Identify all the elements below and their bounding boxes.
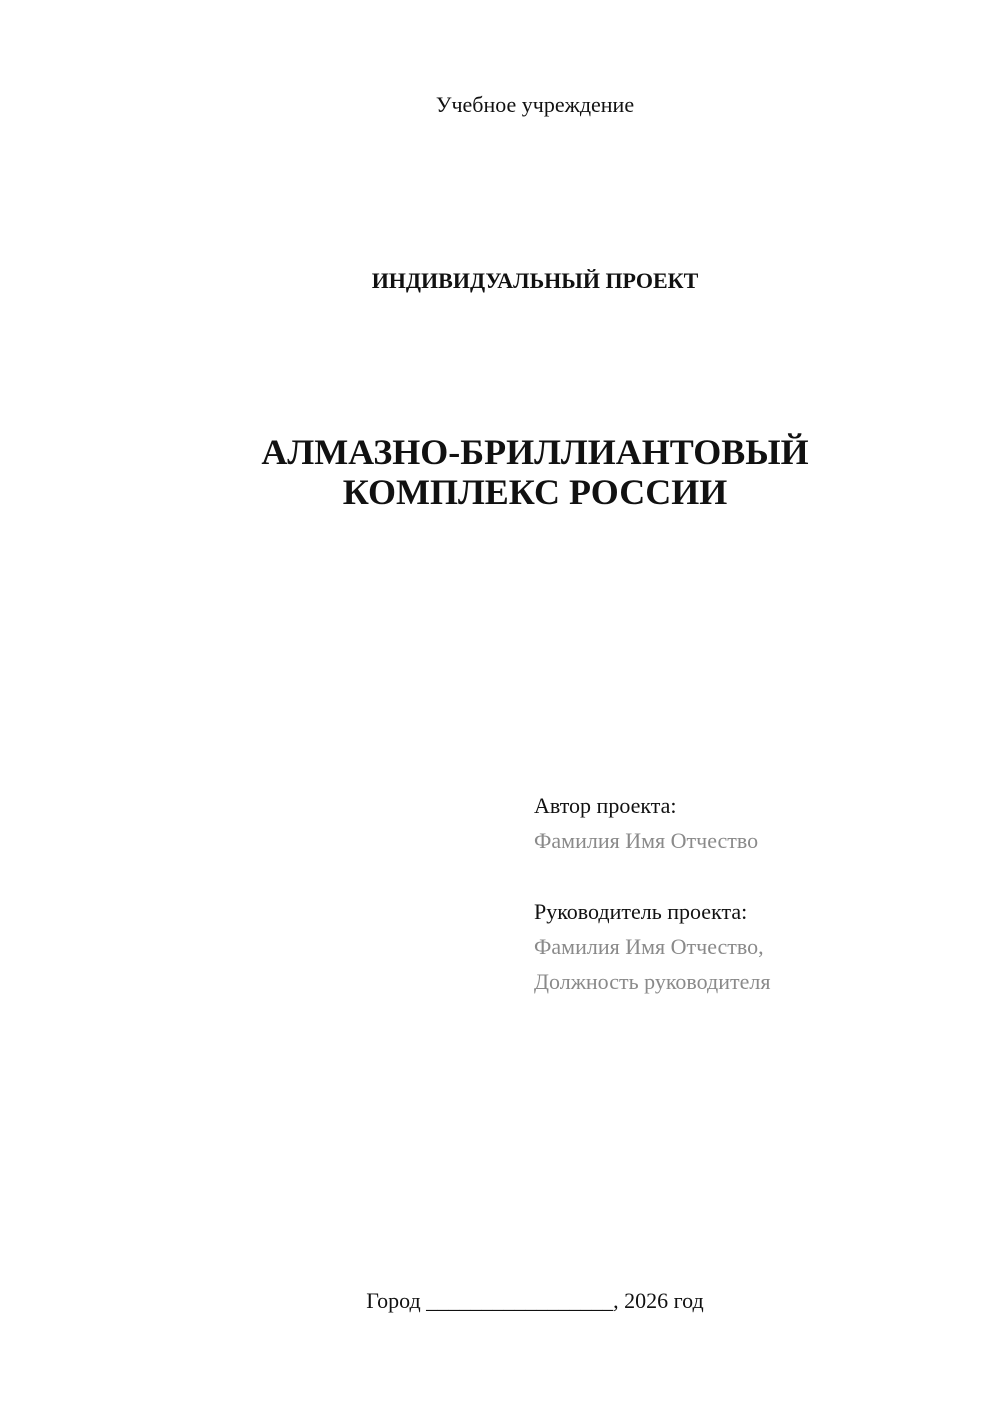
supervisor-block [534,894,974,999]
project-title [0,432,1000,512]
supervisor-label: Руководитель проекта: [534,899,748,924]
city-year-line: Город _________________, 2026 год [366,1288,704,1313]
author-name: Фамилия Имя Отчество [534,828,759,853]
author-label: Автор проекта: [534,793,677,818]
supervisor-name: Фамилия Имя Отчество, [534,934,764,959]
institution-name: Учебное учреждение [435,92,635,117]
project-kind-heading: ИНДИВИДУАЛЬНЫЙ ПРОЕКТ [371,268,699,293]
project-title-line-1: АЛМАЗНО-БРИЛЛИАНТОВЫЙ [261,432,809,472]
project-title-line-2: КОМПЛЕКС РОССИИ [342,472,728,512]
author-block [534,788,974,858]
supervisor-position: Должность руководителя [534,969,771,994]
